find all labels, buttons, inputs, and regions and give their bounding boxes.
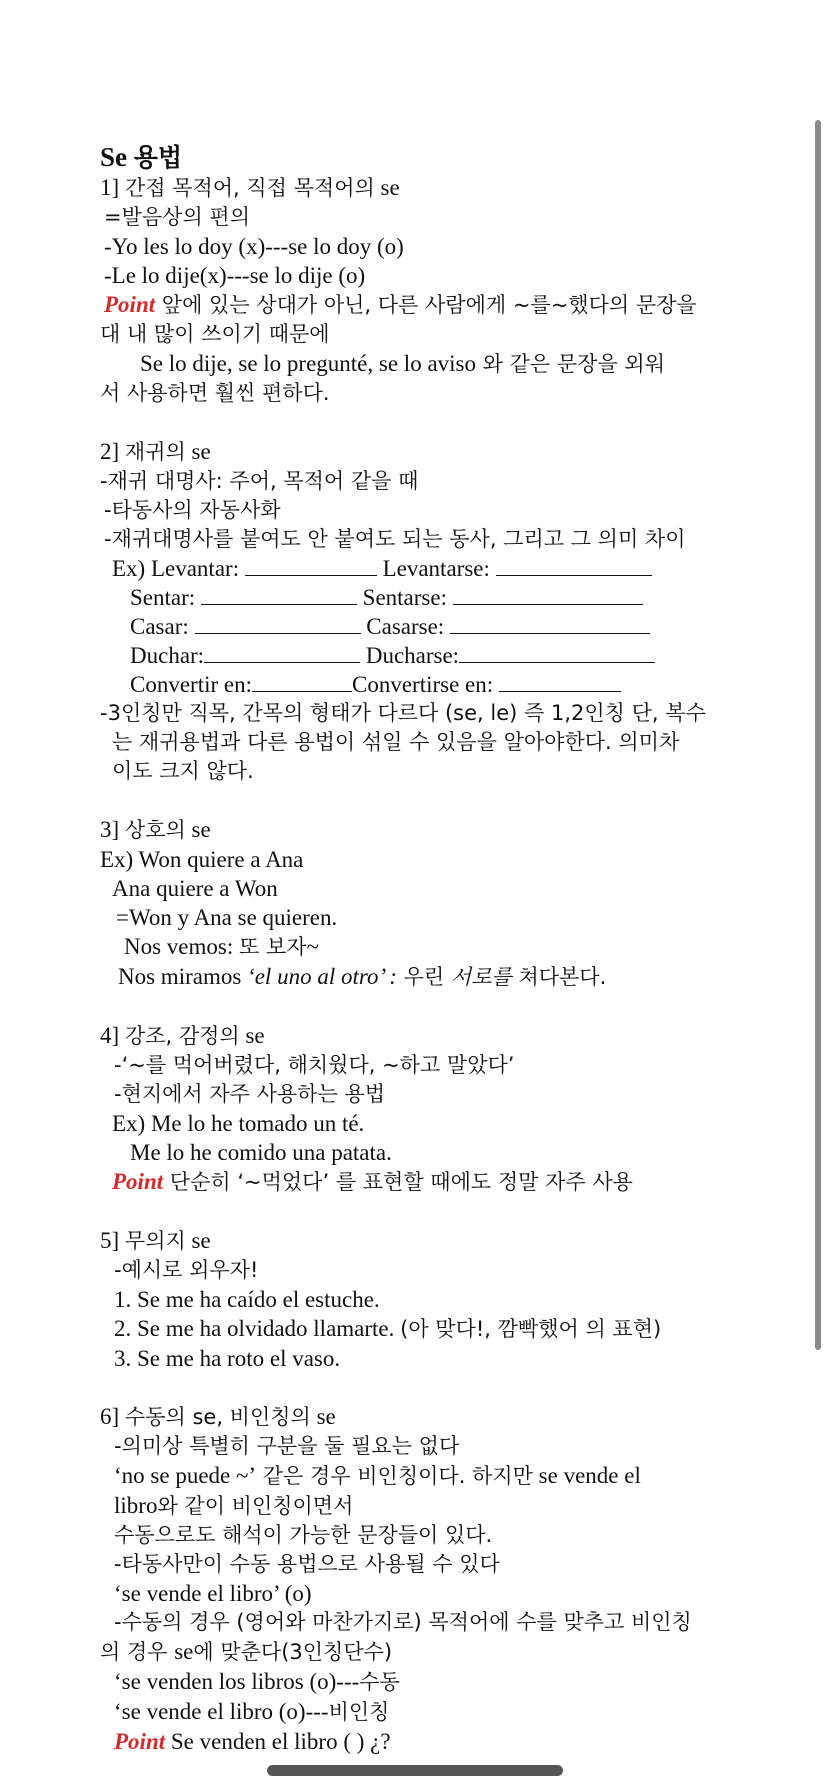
fill-in-blank[interactable] <box>204 642 360 663</box>
text-line: -재귀대명사를 붙여도 안 붙여도 되는 동사, 그리고 그 의미 차이 <box>104 527 686 551</box>
section-5 <box>100 1226 740 1373</box>
spacer <box>100 786 740 815</box>
verb-label: Levantarse: <box>382 556 490 581</box>
heading-suffix: se <box>185 817 211 842</box>
heading-text: 강조, 감정의 <box>124 1024 240 1048</box>
text-ko: 쳐다본다. <box>511 965 607 989</box>
fill-in-blank[interactable] <box>245 555 377 576</box>
document-page <box>100 140 740 1756</box>
text-line: Ana quiere a Won <box>112 876 278 901</box>
text-line: 서 사용하면 훨씬 편하다. <box>100 381 330 405</box>
point-text: 단순히 ‘~먹었다’ 를 표현할 때에도 정말 자주 사용 <box>163 1170 633 1194</box>
text-line <box>100 932 740 962</box>
page-title <box>100 140 740 175</box>
fill-in-blank[interactable] <box>252 671 352 692</box>
heading-suffix: se <box>374 175 400 200</box>
spacer <box>100 1197 740 1226</box>
text-line: Ex) Me lo he tomado un té. <box>112 1111 365 1136</box>
text-line <box>100 1461 740 1491</box>
text-line: -타동사만이 수동 용법으로 사용될 수 있다 <box>114 1552 500 1576</box>
point-text: Se venden el libro ( ) ¿? <box>165 1729 391 1754</box>
fill-in-blank[interactable] <box>450 613 650 634</box>
verb-pair-row <box>100 583 740 612</box>
text-line: 이도 크지 않다. <box>112 759 254 783</box>
verb-label: Sentarse: <box>362 585 447 610</box>
heading-suffix: se <box>185 439 211 464</box>
text-line: -타동사의 자동사화 <box>104 498 281 522</box>
verb-label: Convertirse en: <box>352 672 494 697</box>
home-indicator[interactable] <box>267 1765 563 1776</box>
section-1 <box>100 173 740 408</box>
fill-in-blank[interactable] <box>201 584 357 605</box>
text-ko: 또 보자 <box>239 935 307 959</box>
text-line: -3인칭만 직목, 간목의 형태가 다르다 (se, le) 즉 1,2인칭 단, 복수 <box>100 701 706 725</box>
fill-in-blank[interactable] <box>195 613 361 634</box>
title-latin: Se <box>100 142 127 172</box>
text-ko: 비인칭 <box>328 1700 390 1724</box>
text-es: Nos miramos <box>118 964 248 989</box>
text-ko: 의 경우 <box>100 1640 175 1664</box>
text-es: ‘no se puede ~’ <box>114 1463 257 1488</box>
text-es: 2. Se me ha olvidado llamarte. <box>114 1316 401 1341</box>
verb-pair-row <box>100 670 740 699</box>
section-6 <box>100 1402 740 1756</box>
fill-in-blank[interactable] <box>496 555 652 576</box>
text-es: ‘se venden los libros (o)--- <box>114 1669 360 1694</box>
point-label: Point <box>114 1729 166 1754</box>
heading-number: 6] <box>100 1404 125 1429</box>
spacer <box>100 408 740 437</box>
section-heading <box>100 1021 740 1051</box>
text-line: -Yo les lo doy (x)---se lo doy (o) <box>104 234 404 259</box>
text-es: se vende el <box>532 1463 641 1488</box>
heading-text: 간접 목적어, 직접 목적어의 <box>124 176 375 200</box>
text-line: -‘~를 먹어버렸다, 해치웠다, ~하고 말았다’ <box>114 1053 515 1077</box>
text-ko: 에 맞춘다(3인칭단수) <box>193 1640 393 1664</box>
verb-label: Levantar: <box>150 556 240 581</box>
heading-text: 무의지 <box>124 1229 186 1253</box>
text-line: 는 재귀용법과 다른 용법이 섞일 수 있음을 알아야한다. 의미차 <box>112 730 680 754</box>
text-line: -재귀 대명사: 주어, 목적어 같을 때 <box>100 469 419 493</box>
text-line: -수동의 경우 (영어와 마찬가지로) 목적어에 수를 맞추고 비인칭 <box>114 1610 692 1634</box>
text-es: ~ <box>306 934 319 959</box>
text-line: -의미상 특별히 구분을 둘 필요는 없다 <box>114 1434 460 1458</box>
heading-number: 5] <box>100 1228 125 1253</box>
text-line: =발음상의 편의 <box>104 205 250 229</box>
fill-in-blank[interactable] <box>453 584 643 605</box>
section-heading <box>100 1226 740 1256</box>
heading-number: 3] <box>100 817 125 842</box>
verb-pair-row <box>100 641 740 670</box>
heading-suffix: se <box>239 1023 265 1048</box>
list-item: 3. Se me ha roto el vaso. <box>114 1346 341 1371</box>
heading-text: 수동의 se, 비인칭의 <box>124 1405 311 1429</box>
text-es: ‘se vende el libro (o)--- <box>114 1699 329 1724</box>
text-ko: 같은 경우 비인칭이다. 하지만 <box>256 1464 533 1488</box>
text-line <box>100 1491 740 1521</box>
text-line: 대 내 많이 쓰이기 때문에 <box>100 322 330 346</box>
heading-text: 상호의 <box>124 818 186 842</box>
text-es: se <box>174 1639 194 1664</box>
heading-number: 2] <box>100 439 125 464</box>
text-line: 수동으로도 해석이 가능한 문장들이 있다. <box>114 1523 493 1547</box>
fill-in-blank[interactable] <box>459 642 655 663</box>
verb-pair-row <box>100 554 740 583</box>
text-line <box>100 1667 740 1697</box>
vertical-scrollbar[interactable] <box>815 120 821 1350</box>
text-line: -Le lo dije(x)---se lo dije (o) <box>104 263 366 288</box>
verb-label: Ducharse: <box>365 643 460 668</box>
fill-in-blank[interactable] <box>499 671 621 692</box>
text-line <box>100 962 740 992</box>
text-ko: 와 같은 문장을 외워 <box>476 352 665 376</box>
ex-prefix: Ex) <box>112 556 151 581</box>
text-ko: 우린 <box>396 965 451 989</box>
section-heading <box>100 1402 740 1432</box>
section-heading <box>100 437 740 467</box>
point-text: 앞에 있는 상대가 아닌, 다른 사람에게 ~를~했다의 문장을 <box>155 293 697 317</box>
verb-label: Sentar: <box>130 585 196 610</box>
point-label: Point <box>112 1169 164 1194</box>
text-ko: 와 같이 비인칭이면서 <box>157 1494 354 1518</box>
section-2 <box>100 437 740 786</box>
heading-number: 1] <box>100 175 125 200</box>
section-4 <box>100 1021 740 1197</box>
text-ko: 수동 <box>359 1670 400 1694</box>
verb-label: Convertir en: <box>130 672 252 697</box>
heading-number: 4] <box>100 1023 125 1048</box>
section-3 <box>100 815 740 992</box>
point-note <box>100 1167 740 1197</box>
verb-label: Casarse: <box>366 614 445 639</box>
text-ko-italic: 서로를 <box>450 965 512 989</box>
text-line: -현지에서 자주 사용하는 용법 <box>114 1082 386 1106</box>
point-note <box>100 1727 740 1756</box>
text-es: libro <box>114 1493 158 1518</box>
text-line <box>100 1637 740 1667</box>
text-line: -예시로 외우자! <box>114 1258 259 1282</box>
text-line <box>100 349 740 379</box>
text-ko: (아 맞다!, 깜빡했어 의 표현) <box>400 1317 662 1341</box>
section-heading <box>100 815 740 845</box>
text-line: ‘se vende el libro’ (o) <box>114 1581 312 1606</box>
heading-suffix: se <box>310 1404 336 1429</box>
heading-text: 재귀의 <box>124 440 186 464</box>
text-line: Me lo he comido una patata. <box>130 1140 392 1165</box>
list-item <box>100 1314 740 1344</box>
verb-label: Duchar: <box>130 643 205 668</box>
example-phrases: Se lo dije, se lo pregunté, se lo aviso <box>140 351 476 376</box>
verb-label: Casar: <box>130 614 189 639</box>
heading-suffix: se <box>185 1228 211 1253</box>
verb-pair-row <box>100 612 740 641</box>
text-es: Nos vemos: <box>124 934 239 959</box>
point-label: Point <box>104 292 156 317</box>
spacer <box>100 1373 740 1402</box>
text-line: Ex) Won quiere a Ana <box>100 847 304 872</box>
point-note <box>100 290 740 320</box>
text-line <box>100 1697 740 1727</box>
spacer <box>100 992 740 1021</box>
section-heading <box>100 173 740 203</box>
text-es-italic: ‘el uno al otro’ : <box>247 964 397 989</box>
title-korean: 용법 <box>133 143 183 172</box>
text-line: =Won y Ana se quieren. <box>116 905 338 930</box>
list-item: 1. Se me ha caído el estuche. <box>114 1287 380 1312</box>
